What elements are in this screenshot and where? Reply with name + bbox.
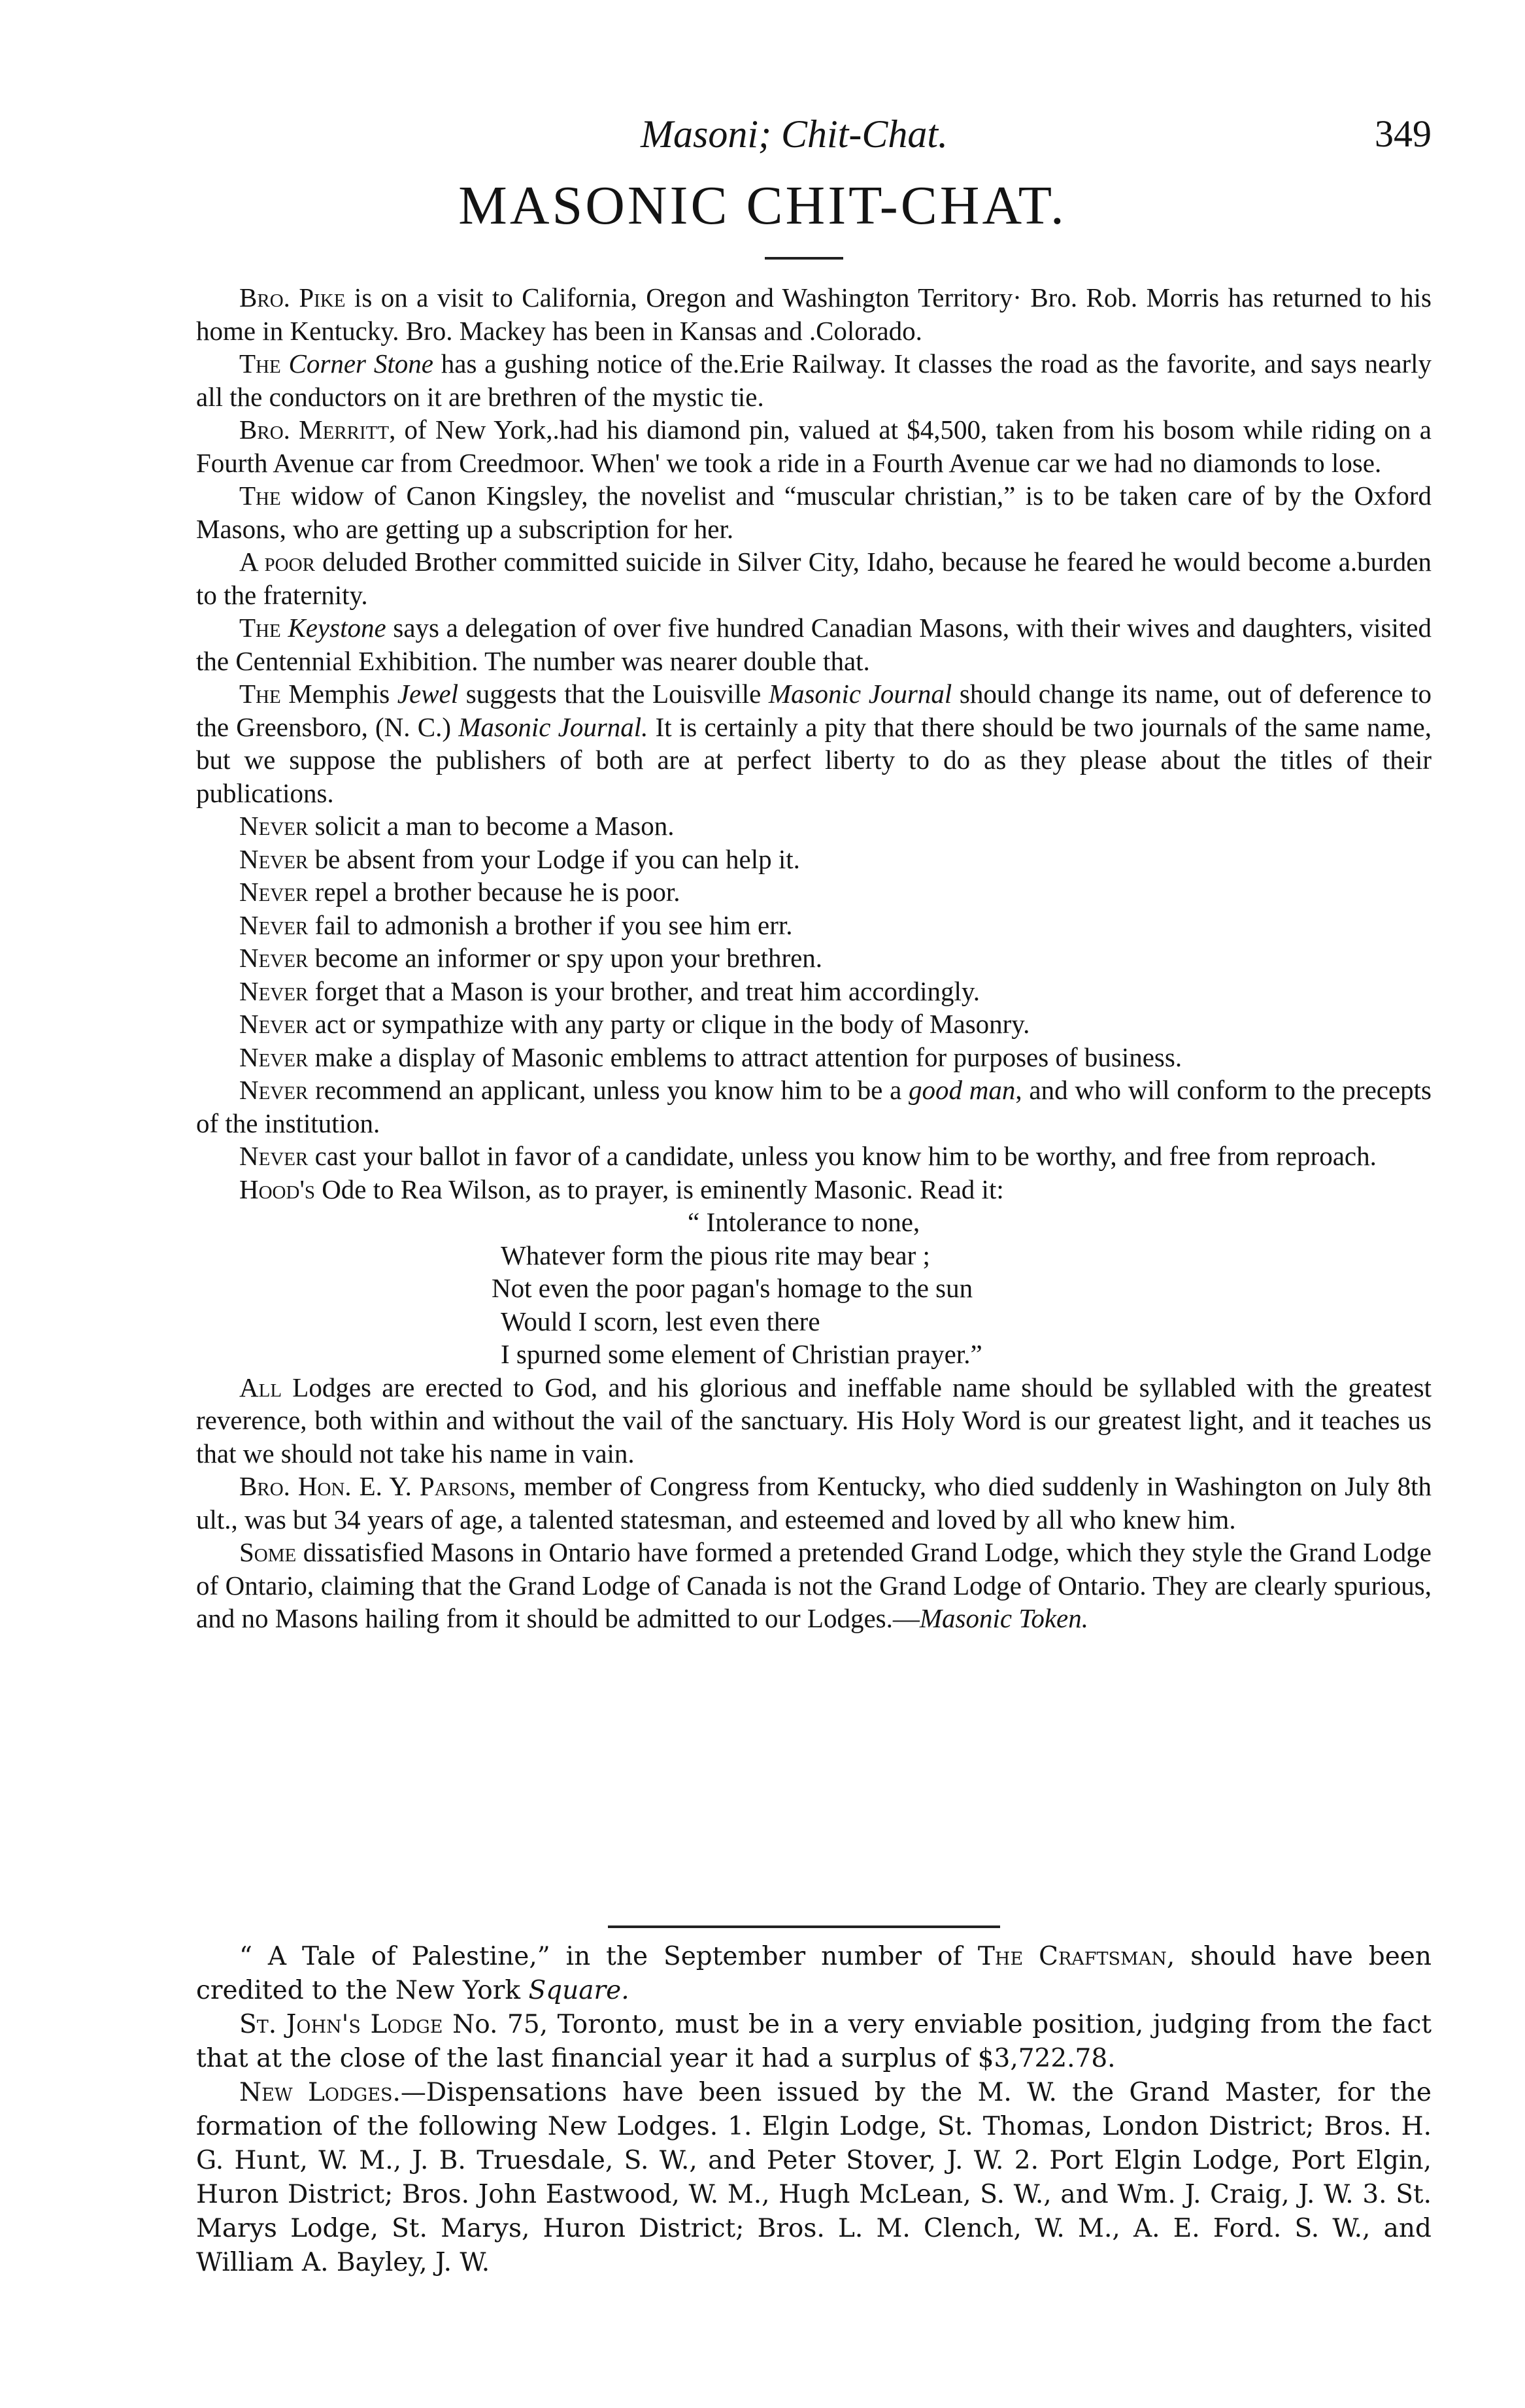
publication-name: Masonic Journal [768, 679, 952, 709]
paragraph-text: suggests that the Louisville [458, 679, 769, 709]
never-item [196, 1041, 1432, 1074]
emphasis: good man [909, 1075, 1016, 1105]
lead-words: New Lodges. [239, 2078, 401, 2107]
paragraph-hood-ode [196, 1173, 1432, 1206]
publication-name: Jewel [397, 679, 459, 709]
never-item [196, 809, 1432, 843]
paragraph-merritt [196, 413, 1432, 479]
paragraph-text: has a gushing notice of the.Erie Railway. It classes the road as the favorite, and says nearly all the conductors on it are brethren of the mystic tie. [196, 348, 1432, 412]
paragraph-text: , of New York,.had his diamond pin, valued at $4,500, taken from his bosom while riding on a Fourth Avenue car from Creedmoor. When' we took a ride in a Fourth Avenue car we had no diamonds to lose. [196, 415, 1432, 478]
running-title: Masoni; Chit-Chat. [641, 112, 948, 156]
publication-name: The Craftsman [977, 1942, 1167, 1971]
poem-line: Not even the poor pagan's homage to the sun [492, 1273, 973, 1303]
never-item [196, 1008, 1432, 1041]
lead-words: The [239, 348, 281, 379]
paragraph-st-johns [196, 2008, 1432, 2076]
paragraph-text: Lodges are erected to God, and his glorious and ineffable name should be syllabled with the greatest reverence, both within and without the vail of the sanctuary. His Holy Word is our greatest light, and it teaches us that we should not take his name in vain. [196, 1372, 1432, 1468]
paragraph-parsons [196, 1470, 1432, 1536]
lead-words: Never [239, 909, 309, 940]
paragraph-text: dissatisfied Masons in Ontario have formed a pretended Grand Lodge, which they style the Grand Lodge of Ontario, claiming that the Grand Lodge of Canada is not the Grand Lodge of Ontario. They are clearly spurious, and no Masons hailing from it should be admitted to our Lodges.— [196, 1537, 1432, 1633]
publication-name: Square. [528, 1976, 629, 2005]
paragraph-text: should change its name, out of deference to the Greensboro, (N. C.) [196, 679, 1432, 742]
paragraph-text: repel a brother because he is poor. [308, 877, 680, 907]
lead-words: St. John's Lodge [239, 2010, 443, 2039]
paragraph-text: It is certainly a pity that there should be two journals of the same name, but we suppose the publishers of both are at perfect liberty to do as they please about the titles of their publications. [196, 711, 1432, 808]
lead-words: Never [239, 943, 309, 973]
paragraph-text: says a delegation of over five hundred Canadian Masons, with their wives and daughters, visited the Centennial Exhibition. The number was nearer double that. [196, 613, 1432, 676]
title-rule [765, 257, 843, 260]
paragraph-kingsley [196, 479, 1432, 545]
paragraph-text: —Dispensations have been issued by the M. W. the Grand Master, for the formation of the following New Lodges. 1. Elgin Lodge, St. Thomas, London District; Bros. H. G. Hunt, W. M., J. B. Truesdale, S. W., and Peter Stover, J. W. 2. Port Elgin Lodge, Port Elgin, Huron District; Bros. John Eastwood, W. M., Hugh McLean, S. W., and Wm. J. Craig, J. W. 3. St. Marys Lodge, St. Marys, Huron District; Bros. L. M. Clench, W. M., A. E. Ford. S. W., and William A. Bayley, J. W. [196, 2078, 1432, 2277]
page-number: 349 [1375, 112, 1432, 155]
lead-words: Never [239, 811, 309, 841]
publication-name: Keystone [288, 613, 386, 643]
paragraph-all-lodges [196, 1371, 1432, 1470]
paragraph-text: is on a visit to California, Oregon and Washington Territory· Bro. Rob. Morris has returned to his home in Kentucky. Bro. Mackey has been in Kansas and .Colorado. [196, 282, 1432, 346]
lead-words: Bro. Pike [239, 282, 346, 313]
article-body [196, 281, 1432, 1635]
paragraph-text: Ode to Rea Wilson, as to prayer, is eminently Masonic. Read it: [314, 1174, 1004, 1204]
paragraph-text: solicit a man to become a Mason. [308, 811, 675, 841]
lead-words: Never [239, 1075, 309, 1105]
never-item [196, 843, 1432, 876]
never-item [196, 1140, 1432, 1173]
notices [196, 1940, 1432, 2280]
publication-name: Corner Stone [288, 348, 433, 379]
paragraph-text: , should have been credited to the New York [196, 1942, 1432, 2005]
paragraph-text: No. 75, Toronto, must be in a very enviable position, judging from the fact that at the close of the last financial year it had a surplus of $3,722.78. [196, 2010, 1432, 2073]
lead-words: The [239, 481, 281, 511]
paragraph-text: “ A Tale of Palestine,” in the September number of [239, 1942, 978, 1971]
paragraph-text: fail to admonish a brother if you see him err. [308, 909, 793, 940]
poem-line: “ Intolerance to none, [688, 1207, 920, 1237]
never-item [196, 909, 1432, 942]
lead-words: Never [239, 843, 309, 874]
paragraph-text: cast your ballot in favor of a candidate, unless you know him to be worthy, and free from reproach. [308, 1141, 1377, 1171]
paragraph-text: Memphis [280, 679, 397, 709]
lead-words: Bro. Hon. E. Y. Parsons [239, 1471, 510, 1501]
paragraph-text: forget that a Mason is your brother, and treat him accordingly. [308, 975, 980, 1006]
paragraph-text: deluded Brother committed suicide in Silver City, Idaho, because he feared he would become a.burden to the fraternity. [196, 547, 1432, 610]
paragraph-pike [196, 281, 1432, 347]
lead-words: Some [239, 1537, 297, 1567]
lead-words: Never [239, 877, 309, 907]
paragraph-keystone [196, 611, 1432, 677]
lead-words: Bro. Merritt [239, 415, 390, 445]
lead-words: The [239, 613, 281, 643]
lead-words: The [239, 679, 281, 709]
paragraph-corner-stone [196, 347, 1432, 413]
lead-words: All [239, 1372, 282, 1402]
paragraph-silver-city [196, 545, 1432, 611]
poem [196, 1206, 1432, 1371]
poem-line: Would I scorn, lest even there [501, 1306, 820, 1336]
running-head [641, 111, 1432, 157]
poem-line: Whatever form the pious rite may bear ; [501, 1240, 930, 1270]
paragraph-text: recommend an applicant, unless you know him to be a [308, 1075, 909, 1105]
paragraph-text: , and who will conform to the precepts of the institution. [196, 1075, 1432, 1138]
paragraph-ontario [196, 1536, 1432, 1635]
paragraph-text: widow of Canon Kingsley, the novelist and “muscular christian,” is to be taken care of by the Oxford Masons, who are getting up a subscription for her. [196, 481, 1432, 544]
lead-words: Hood's [239, 1174, 315, 1204]
never-item [196, 875, 1432, 909]
lead-words: Never [239, 1042, 309, 1072]
paragraph-text: act or sympathize with any party or clique in the body of Masonry. [308, 1009, 1030, 1039]
paragraph-memphis-jewel [196, 677, 1432, 809]
poem-line: I spurned some element of Christian prayer.” [501, 1339, 982, 1369]
paragraph-new-lodges [196, 2076, 1432, 2280]
source-credit: Masonic Token. [919, 1603, 1089, 1633]
article-title: MASONIC CHIT-CHAT. [458, 175, 1067, 236]
lead-words: A poor [239, 547, 315, 577]
paragraph-tale-of-palestine [196, 1940, 1432, 2008]
never-item [196, 1074, 1432, 1140]
lead-words: Never [239, 1009, 309, 1039]
paragraph-text: , member of Congress from Kentucky, who died suddenly in Washington on July 8th ult., was but 34 years of age, a talented statesman, and esteemed and loved by all who knew him. [196, 1471, 1432, 1535]
paragraph-text: become an informer or spy upon your brethren. [308, 943, 823, 973]
lead-words: Never [239, 975, 309, 1006]
paragraph-text: make a display of Masonic emblems to attract attention for purposes of business. [308, 1042, 1182, 1072]
never-item [196, 941, 1432, 975]
paragraph-text: be absent from your Lodge if you can help it. [308, 843, 800, 874]
publication-name: Masonic Journal. [458, 711, 648, 742]
lead-words: Never [239, 1141, 309, 1171]
section-rule [608, 1925, 1000, 1928]
never-item [196, 975, 1432, 1008]
